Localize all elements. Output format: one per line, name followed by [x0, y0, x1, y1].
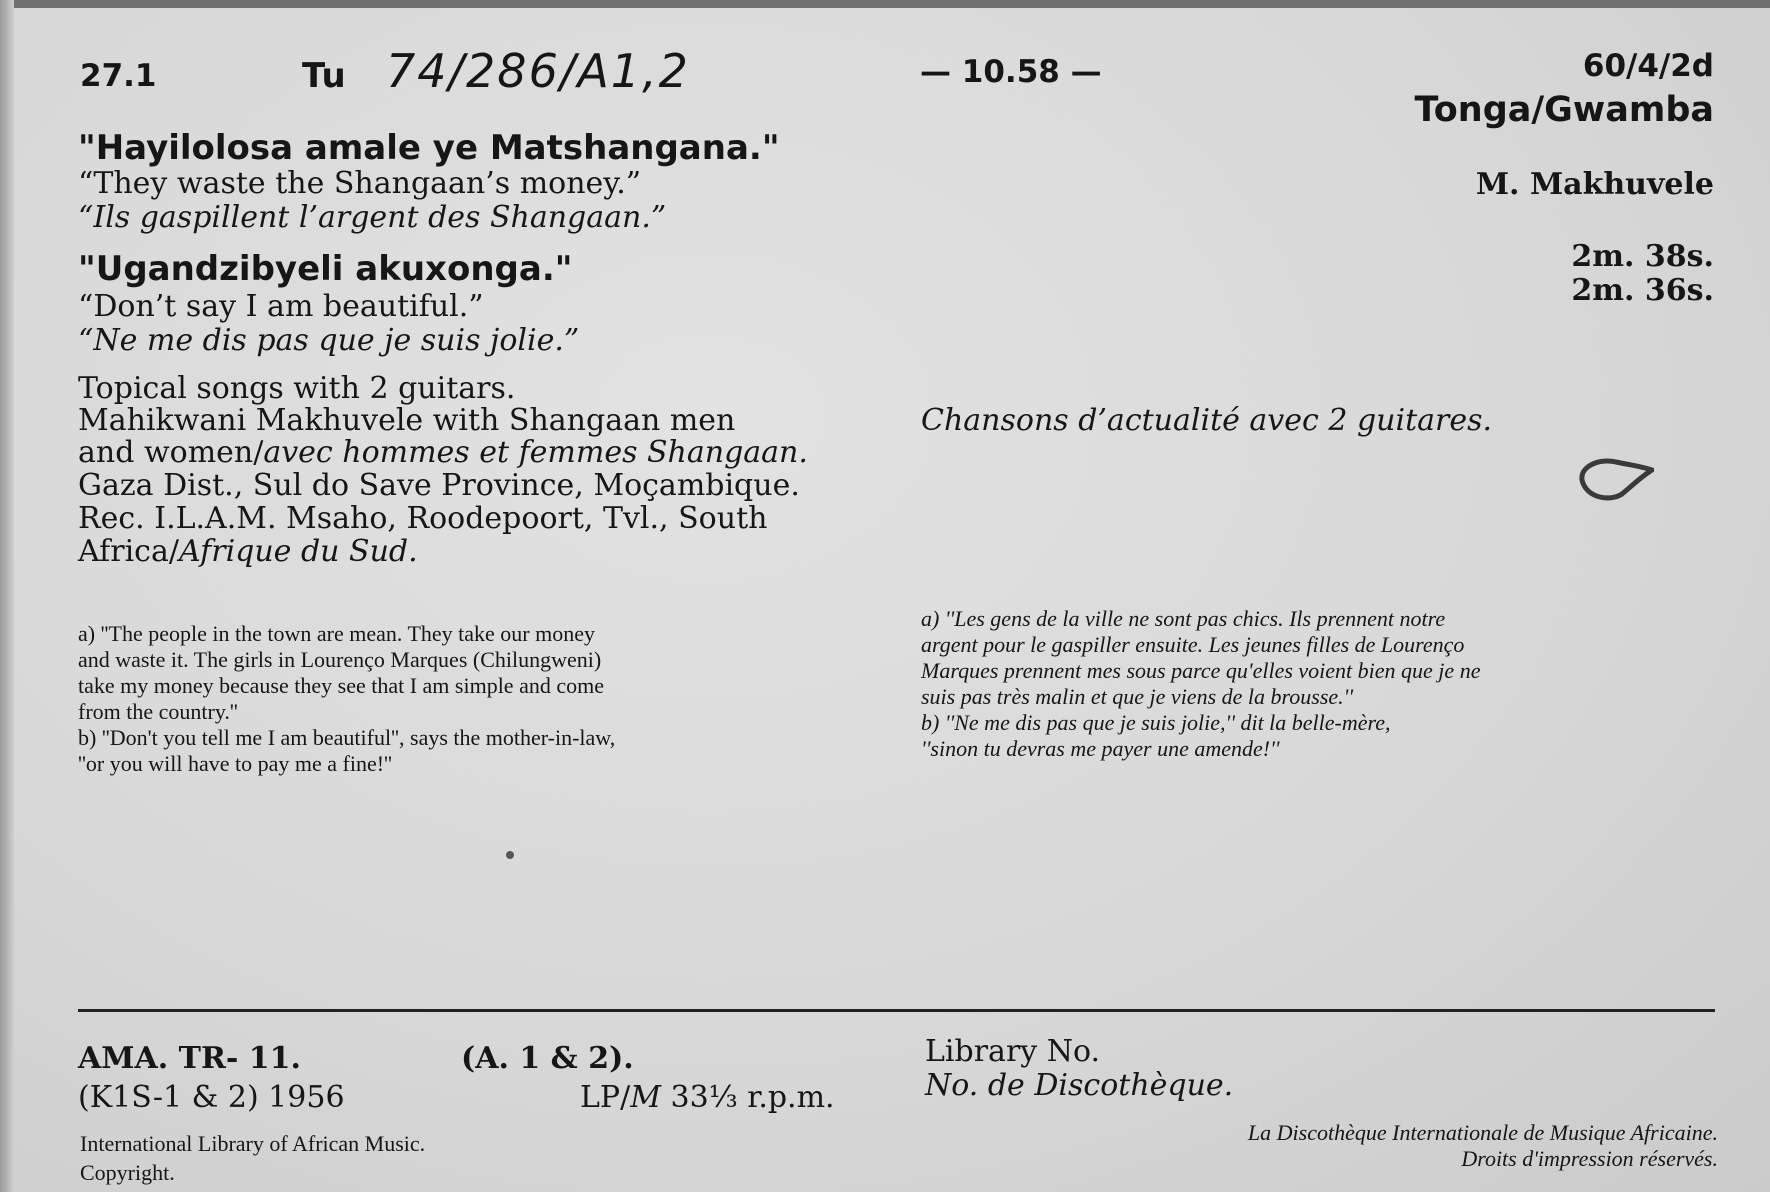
speck	[506, 851, 514, 859]
publisher-fr: La Discothèque Internationale de Musique Africaine.	[1247, 1120, 1718, 1145]
description-line-3-plain: and women/	[78, 435, 264, 470]
record-sides: (A. 1 & 2).	[461, 1041, 634, 1076]
note-en-line-4: from the country.''	[78, 699, 238, 724]
description-line-6-plain: Africa/	[78, 534, 179, 569]
language-group: Tonga/Gwamba	[1414, 90, 1714, 130]
note-fr-line-2: argent pour le gaspiller ensuite. Les jeunes filles de Lourenço	[921, 632, 1465, 657]
recording-date: — 10.58 —	[920, 54, 1102, 90]
note-en-line-2: and waste it. The girls in Lourenço Marques (Chilungweni)	[78, 647, 602, 672]
song-2-french: “Ne me dis pas que je suis jolie.”	[78, 323, 580, 358]
ink-stain	[1576, 454, 1654, 504]
note-en-line-3: take my money because they see that I am simple and come	[78, 673, 604, 698]
note-fr-line-5: b) ''Ne me dis pas que je suis jolie,'' dit la belle-mère,	[921, 710, 1391, 735]
card-left-edge	[0, 0, 14, 1192]
handwritten-reference: 74/286/A1,2	[386, 44, 690, 98]
description-line-3	[78, 436, 808, 470]
description-line-6	[78, 535, 418, 569]
card-index: 27.1	[80, 58, 157, 94]
rights-reserved-fr: Droits d'impression réservés.	[1461, 1146, 1718, 1171]
note-en-line-6: ''or you will have to pay me a fine!''	[78, 751, 392, 776]
duration-1: 2m. 38s.	[1571, 239, 1714, 274]
description-line-1: Topical songs with 2 guitars.	[78, 371, 516, 406]
record-format	[580, 1080, 835, 1116]
record-format-italic: M	[630, 1080, 661, 1115]
record-format-plain: LP/	[580, 1080, 631, 1115]
note-en-line-5: b) ''Don't you tell me I am beautiful'', says the mother-in-law,	[78, 725, 616, 750]
note-en-line-1: a) ''The people in the town are mean. They take our money	[78, 621, 595, 646]
description-recording: Rec. I.L.A.M. Msaho, Roodepoort, Tvl., South	[78, 501, 768, 536]
record-speed: 33⅓ r.p.m.	[670, 1080, 835, 1115]
description-line-3-italic: avec hommes et femmes Shangaan.	[263, 435, 808, 470]
copyright: Copyright.	[80, 1160, 175, 1185]
card-top-edge	[0, 0, 1770, 8]
french-summary: Chansons d’actualité avec 2 guitares.	[921, 403, 1493, 438]
library-number-label: Library No.	[925, 1034, 1101, 1069]
note-fr-line-4: suis pas très malin et que je viens de la brousse.''	[921, 684, 1354, 709]
song-1-french: “Ils gaspillent l’argent des Shangaan.”	[78, 200, 667, 235]
catalog-code: 60/4/2d	[1582, 48, 1714, 84]
note-fr-line-3: Marques prennent mes sous parce qu'elles voient bien que je ne	[921, 658, 1481, 683]
library-number-label-fr: No. de Discothèque.	[925, 1068, 1234, 1103]
note-fr-line-6: ''sinon tu devras me payer une amende!''	[921, 736, 1280, 761]
description-line-6-italic: Afrique du Sud.	[178, 534, 418, 569]
footer-divider	[78, 1009, 1715, 1012]
song-2-title: "Ugandzibyeli akuxonga."	[78, 249, 573, 289]
song-1-title: "Hayilolosa amale ye Matshangana."	[78, 128, 780, 168]
description-location: Gaza Dist., Sul do Save Province, Moçambique.	[78, 468, 800, 503]
description-line-2: Mahikwani Makhuvele with Shangaan men	[78, 403, 736, 438]
card-prefix: Tu	[302, 56, 346, 96]
song-1-english: “They waste the Shangaan’s money.”	[78, 166, 642, 201]
note-fr-line-1: a) ''Les gens de la ville ne sont pas chics. Ils prennent notre	[921, 606, 1446, 631]
matrix-and-year: (K1S-1 & 2) 1956	[78, 1080, 345, 1115]
song-2-english: “Don’t say I am beautiful.”	[78, 289, 484, 324]
duration-2: 2m. 36s.	[1571, 273, 1714, 308]
catalog-number: AMA. TR- 11.	[78, 1041, 301, 1076]
performer-name: M. Makhuvele	[1475, 167, 1714, 202]
publisher-en: International Library of African Music.	[80, 1131, 426, 1156]
